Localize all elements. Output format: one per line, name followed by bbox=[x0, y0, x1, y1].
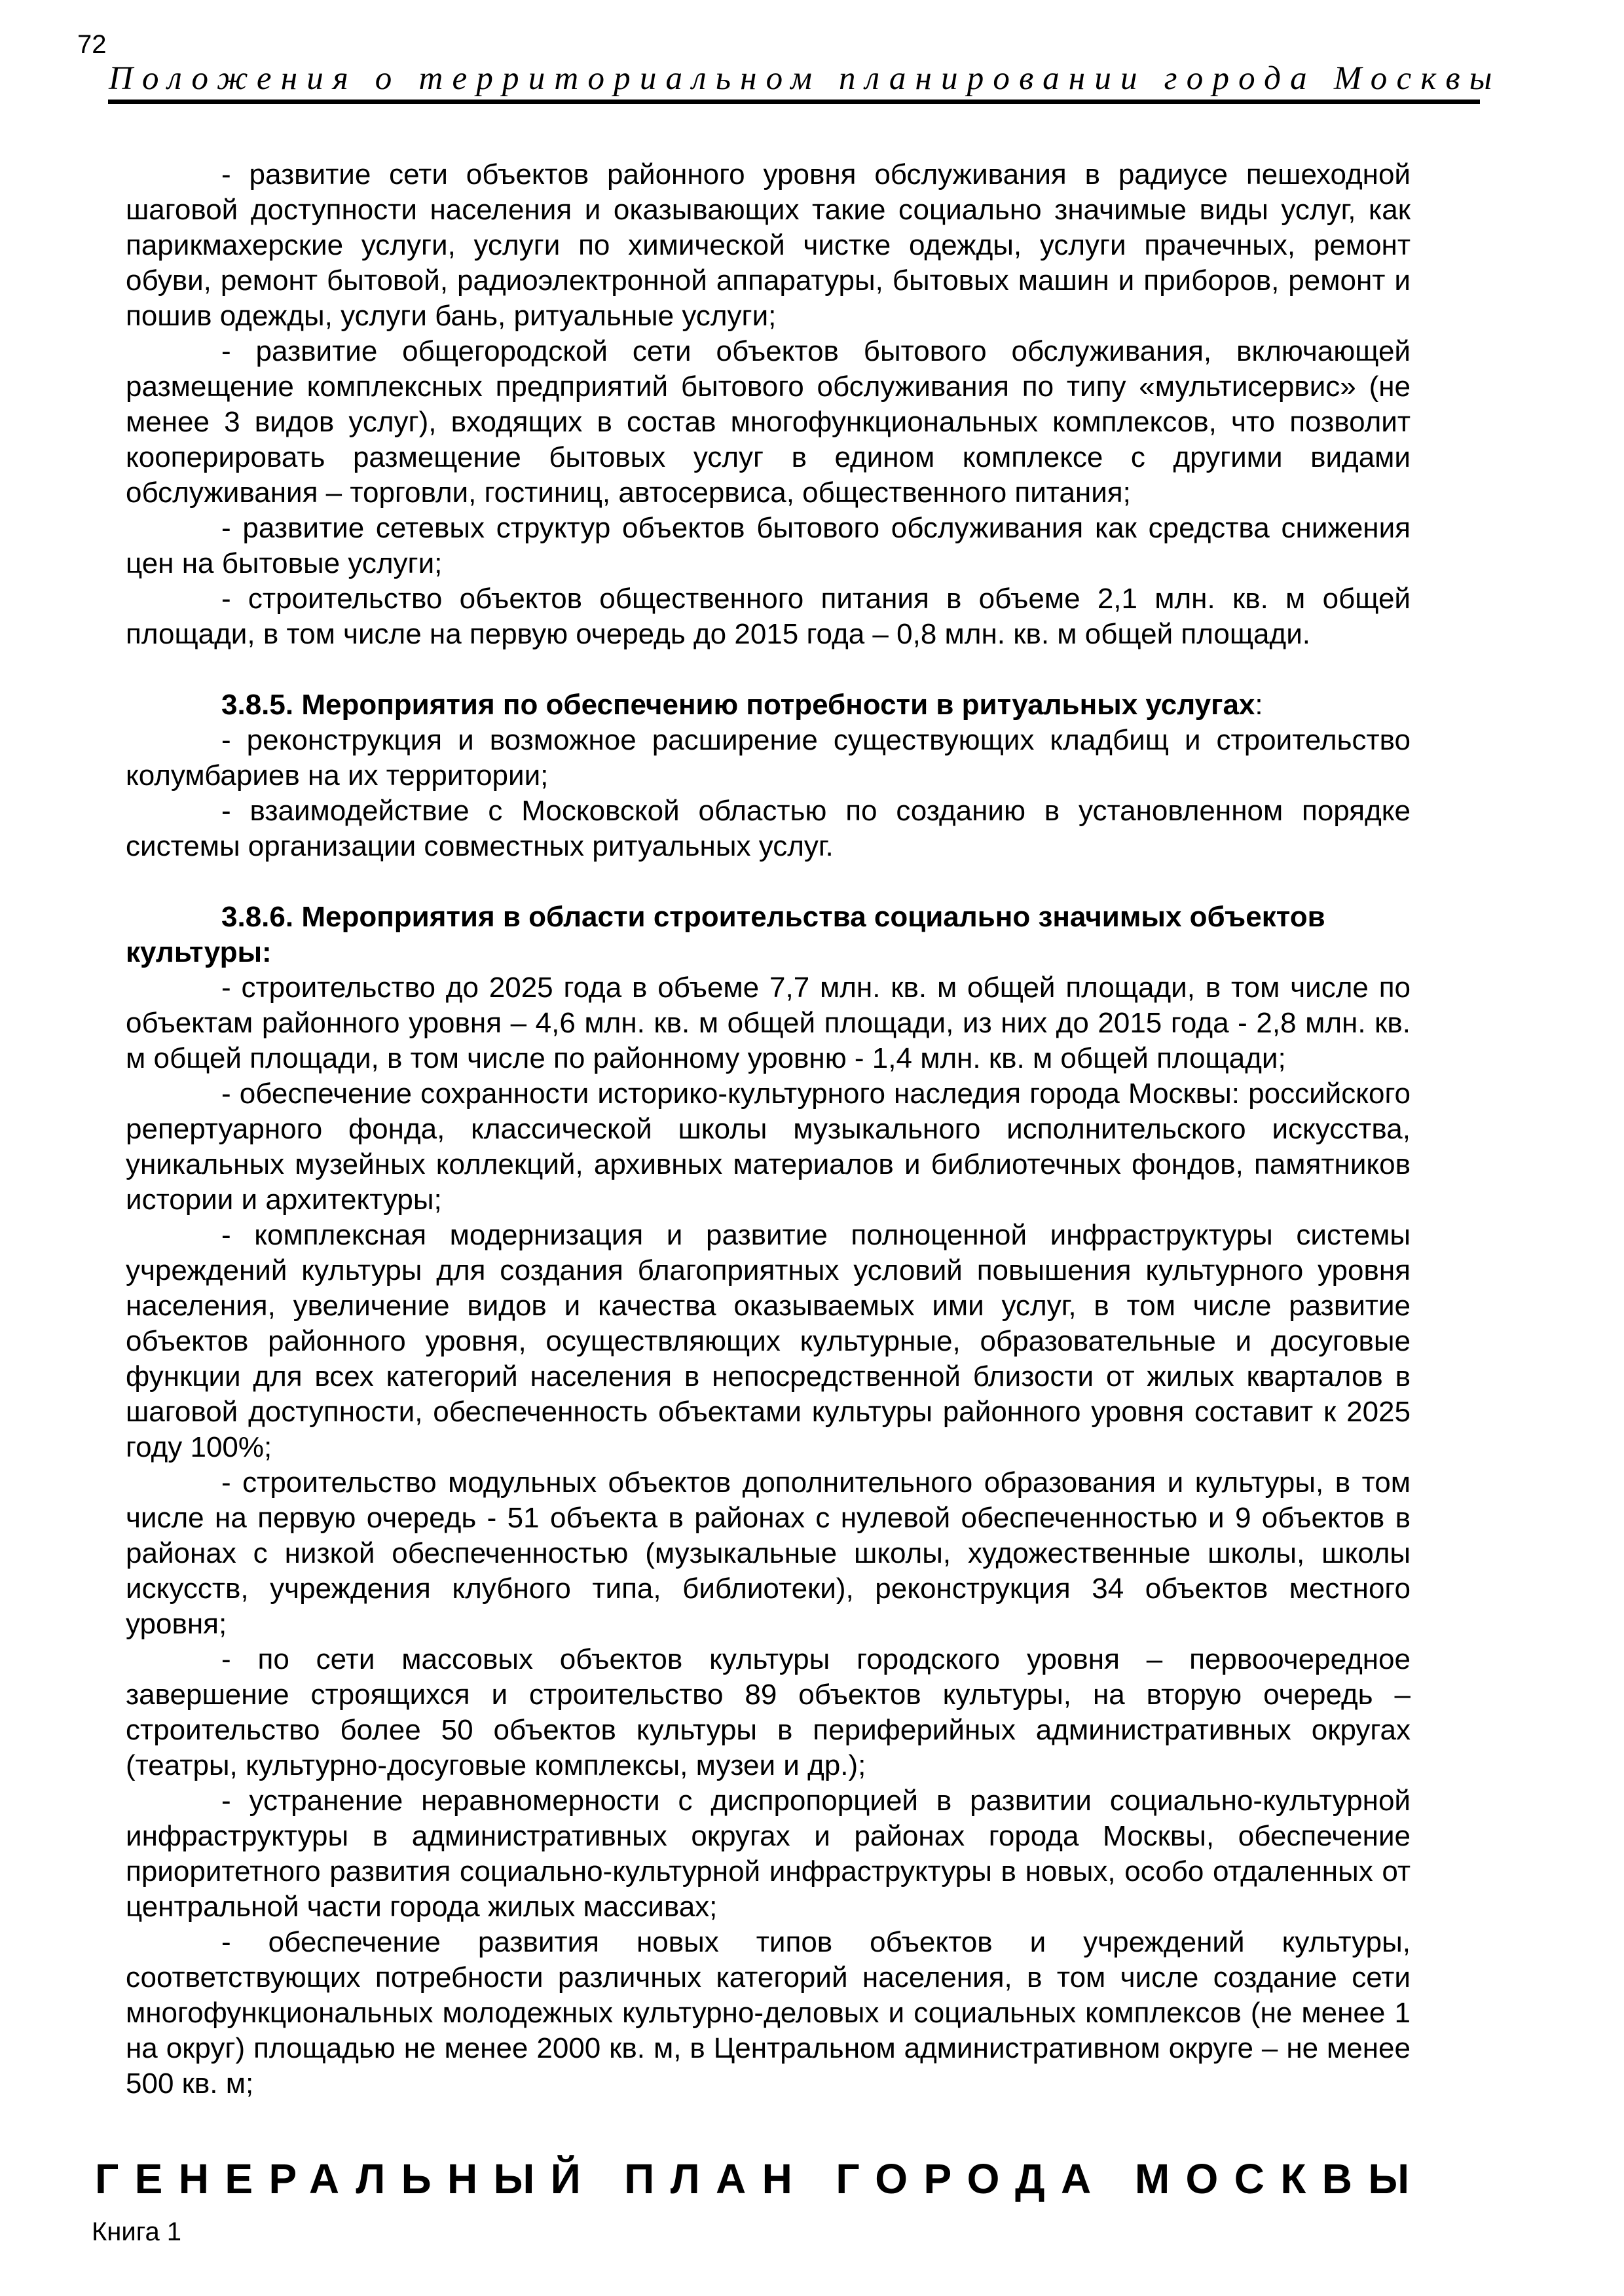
list-item: - по сети массовых объектов культуры городского уровня – первоочередное завершение строящихся и строительство 89 объектов культуры, на вторую очередь – строительство более 50 объектов культуры в периферийных административных округах (театры, культурно-досуговые комплексы, музеи и др.); bbox=[126, 1643, 1411, 1781]
list-item: - обеспечение развития новых типов объектов и учреждений культуры, соответствующих потребности различных категорий населения, в том числе создание сети многофункциональных молодежных культурно-деловых и социальных комплексов (не менее 1 на округ) площадью не менее 2000 кв. м, в Центральном административном округе – не менее 500 кв. м; bbox=[126, 1926, 1411, 2100]
list-item: - строительство до 2025 года в объеме 7,7 млн. кв. м общей площади, в том числе по объектам районного уровня – 4,6 млн. кв. м общей площади, из них до 2015 года - 2,8 млн. кв. м общей площади, в том числе по районному уровню - 1,4 млн. кв. м общей площади; bbox=[126, 972, 1411, 1074]
list-item: - комплексная модернизация и развитие полноценной инфраструктуры системы учреждений культуры для создания благоприятных условий повышения культурного уровня населения, увеличение видов и качества оказываемых ими услуг, в том числе развитие объектов районного уровня, осуществляющих культурные, образовательные и досуговые функции для всех категорий населения в непосредственной близости от жилых кварталов в шаговой доступности, обеспеченность объектами культуры районного уровня составит к 2025 году 100%; bbox=[126, 1219, 1411, 1463]
list-item: - развитие общегородской сети объектов бытового обслуживания, включающей размещение комплексных предприятий бытового обслуживания по типу «мультисервис» (не менее 3 видов услуг), входящих в состав многофункциональных комплексов, что позволит кооперировать размещение бытовых услуг в едином комплексе с другими видами обслуживания – торговли, гостиниц, автосервиса, общественного питания; bbox=[126, 335, 1411, 509]
section-3-8-6 bbox=[126, 900, 1411, 2102]
list-item: - развитие сети объектов районного уровня обслуживания в радиусе пешеходной шаговой доступности населения и оказывающих такие социально значимые виды услуг, как парикмахерские услуги, услуги по химической чистке одежды, услуги прачечных, ремонт обуви, ремонт бытовой, радиоэлектронной аппаратуры, бытовых машин и приборов, ремонт и пошив одежды, услуги бань, ритуальные услуги; bbox=[126, 158, 1411, 332]
footer-book-label: Книга 1 bbox=[92, 2217, 182, 2246]
section-3-8-5 bbox=[126, 687, 1411, 864]
section-heading bbox=[126, 900, 1411, 970]
list-item: - обеспечение сохранности историко-культурного наследия города Москвы: российского репертуарного фонда, классической школы музыкального исполнительского искусства, уникальных музейных коллекций, архивных материалов и библиотечных фондов, памятников истории и архитектуры; bbox=[126, 1078, 1411, 1216]
section-number: 3.8.6. bbox=[221, 901, 294, 933]
list-item: - взаимодействие с Московской областью по созданию в установленном порядке системы организации совместных ритуальных услуг. bbox=[126, 795, 1411, 862]
document-body bbox=[126, 157, 1411, 2102]
footer-title: ГЕНЕРАЛЬНЫЙ ПЛАН ГОРОДА МОСКВЫ bbox=[95, 2155, 1426, 2202]
section-title: Мероприятия по обеспечению потребности в ритуальных услугах bbox=[301, 689, 1255, 721]
header-rule bbox=[108, 100, 1480, 104]
list-item: - устранение неравномерности с диспропорцией в развитии социально-культурной инфраструктуры в административных округах и районах города Москвы, обеспечение приоритетного развития социально-культурной инфраструктуры в новых, особо отдаленных от центральной части города жилых массивах; bbox=[126, 1785, 1411, 1923]
list-item: - развитие сетевых структур объектов бытового обслуживания как средства снижения цен на бытовые услуги; bbox=[126, 512, 1411, 579]
section-title: Мероприятия в области строительства социально значимых объектов культуры: bbox=[126, 901, 1325, 968]
section-number: 3.8.5. bbox=[221, 689, 294, 721]
section-title-colon: : bbox=[1255, 689, 1263, 721]
list-item: - строительство модульных объектов дополнительного образования и культуры, в том числе на первую очередь - 51 объекта в районах с нулевой обеспеченностью и 9 объектов в районах с низкой обеспеченностью (музыкальные школы, художественные школы, школы искусств, учреждения клубного типа, библиотеки), реконструкция 34 объектов местного уровня; bbox=[126, 1467, 1411, 1640]
page-number: 72 bbox=[77, 30, 107, 59]
section-heading bbox=[126, 687, 1411, 723]
list-item: - реконструкция и возможное расширение существующих кладбищ и строительство колумбариев на их территории; bbox=[126, 724, 1411, 792]
list-item: - строительство объектов общественного питания в объеме 2,1 млн. кв. м общей площади, в том числе на первую очередь до 2015 года – 0,8 млн. кв. м общей площади. bbox=[126, 583, 1411, 650]
running-header: Положения о территориальном планировании города Москвы bbox=[109, 60, 1502, 97]
